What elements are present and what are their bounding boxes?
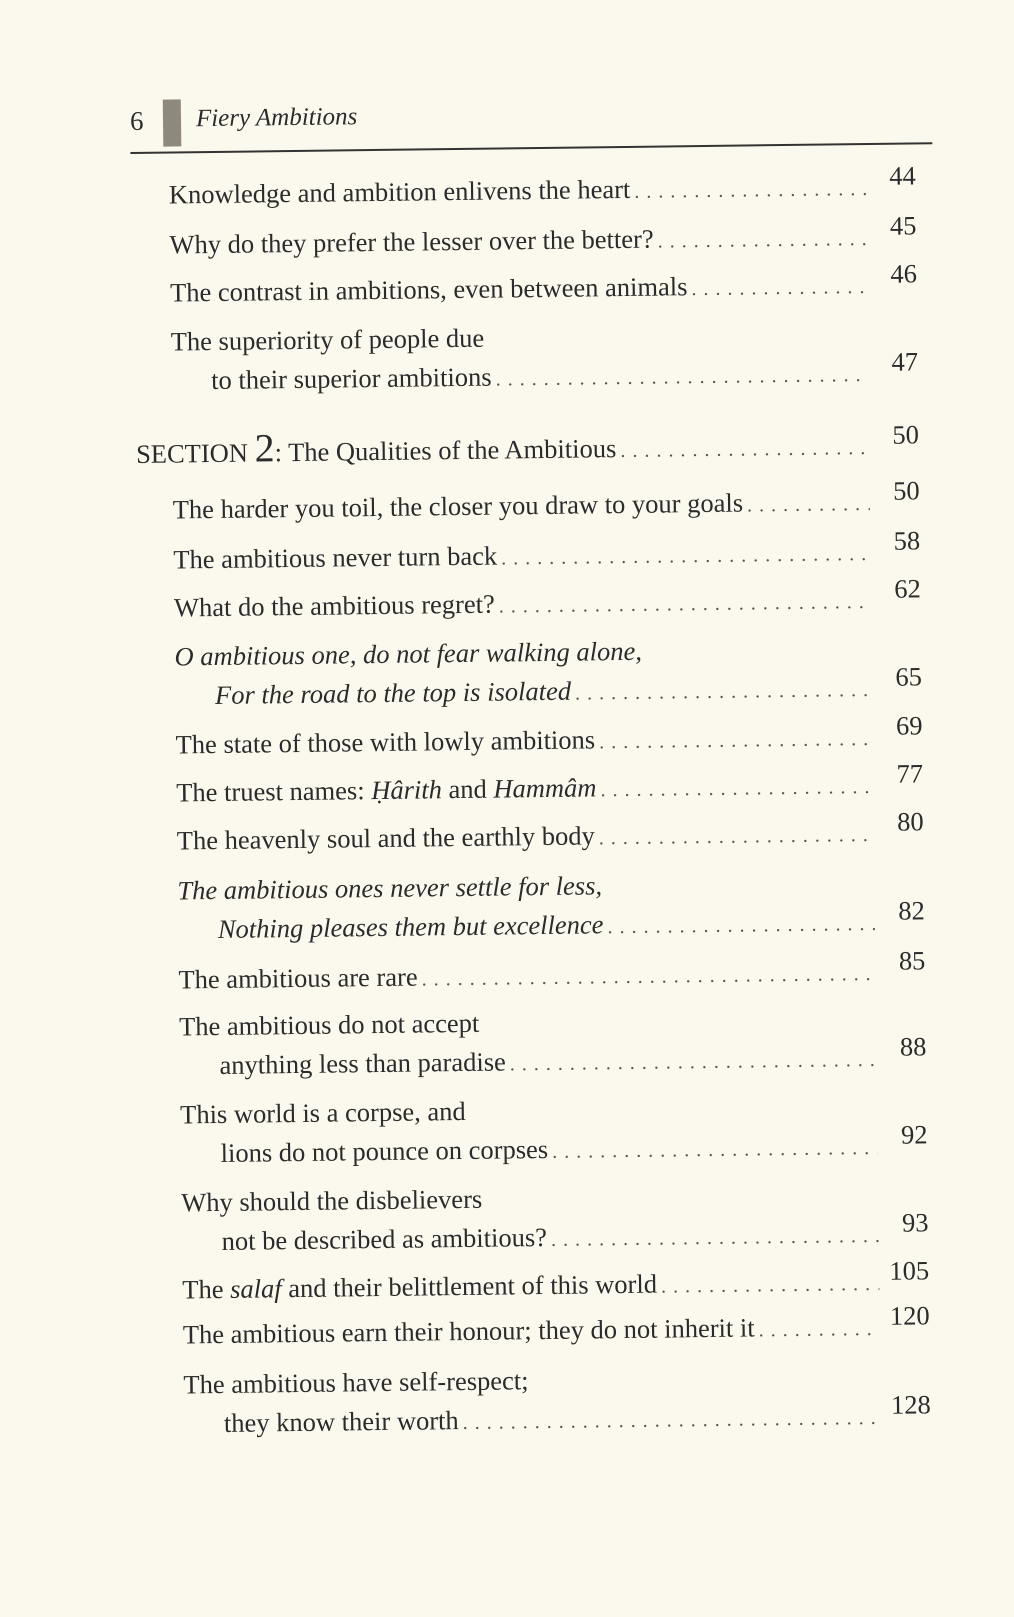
toc-entry-line	[176, 806, 924, 863]
toc-entry-line	[173, 525, 921, 582]
title-text: The ambitious are rare	[178, 961, 418, 995]
toc-entry-title	[220, 1130, 548, 1173]
dot-leader	[552, 1129, 878, 1172]
title-text: The ambitious ones never settle for less,	[177, 870, 603, 906]
dot-leader	[599, 816, 874, 858]
dot-leader	[600, 768, 873, 810]
toc-entry	[173, 573, 921, 630]
dot-leader	[499, 583, 872, 627]
title-text: The contrast in ambitions, even between animals	[169, 271, 688, 308]
title-text: The state of those with lowly ambitions	[175, 724, 596, 760]
title-text: The	[182, 1273, 231, 1305]
dot-leader	[599, 720, 873, 762]
toc-entry-title	[221, 1218, 547, 1261]
title-text: and their belittlement of this world	[281, 1268, 658, 1304]
running-title: Fiery Ambitions	[195, 103, 358, 133]
toc-entry	[179, 998, 927, 1088]
dot-leader	[607, 905, 875, 947]
toc-entry-line	[169, 210, 917, 267]
dot-leader	[510, 1041, 877, 1084]
toc-entry	[174, 628, 922, 718]
dot-leader	[495, 356, 868, 400]
title-text: The ambitious earn their honour; they do not inherit it	[182, 1312, 755, 1350]
dot-leader	[661, 1265, 880, 1307]
toc-page-number: 92	[900, 1119, 928, 1150]
toc-page-number: 85	[898, 945, 926, 976]
toc-entry	[176, 806, 924, 863]
toc-entry-title	[183, 1308, 755, 1354]
toc-page-number: 50	[892, 475, 920, 506]
title-text: Knowledge and ambition enlivens the heart	[168, 173, 631, 210]
title-text: SECTION	[135, 437, 255, 469]
toc-entry-title	[174, 632, 642, 677]
toc-page-number: 65	[895, 661, 923, 692]
toc-entry-title	[219, 1042, 506, 1084]
title-text: not be described as ambitious?	[221, 1221, 548, 1256]
toc-entry-title	[218, 905, 604, 949]
toc-entry-title	[178, 958, 418, 1000]
title-text: The harder you toil, the closer you draw to your goals	[172, 487, 744, 525]
toc-page-number: 69	[895, 710, 923, 741]
toc-entry	[176, 758, 924, 815]
toc-entry	[170, 313, 918, 403]
toc-entry	[183, 1356, 931, 1446]
toc-entry-line	[173, 573, 921, 630]
toc-entry	[172, 475, 920, 532]
toc-entry	[168, 160, 916, 217]
toc-entry-line	[169, 258, 918, 315]
title-text: The heavenly soul and the earthly body	[176, 820, 595, 856]
dot-leader	[691, 268, 867, 309]
toc-entry-title	[176, 768, 597, 812]
toc-entry-title	[224, 1401, 459, 1443]
title-text: The ambitious do not accept	[178, 1007, 480, 1042]
title-text: For the road to the top is isolated	[214, 675, 572, 711]
title-text: The superiority of people due	[170, 322, 485, 357]
toc-entry-line	[175, 710, 923, 767]
dot-leader	[575, 671, 872, 714]
dot-leader	[657, 220, 866, 262]
toc-entry-title	[174, 585, 495, 628]
toc-entry-line	[175, 661, 923, 718]
toc-entry-line	[178, 945, 926, 1002]
dot-leader	[462, 1399, 881, 1443]
title-text: The truest names:	[176, 775, 372, 808]
dot-leader	[620, 429, 869, 471]
title-text: salaf	[229, 1273, 282, 1304]
toc-entry-title	[169, 170, 631, 215]
page-number: 6	[129, 105, 144, 136]
toc-entry	[169, 258, 918, 315]
toc-section-heading	[136, 420, 920, 477]
title-text: This world is a corpse, and	[179, 1095, 466, 1130]
toc-entry-title	[211, 358, 492, 400]
toc-entry-title	[180, 1092, 466, 1134]
toc-entry-title	[183, 1361, 529, 1404]
toc-entry-title	[179, 1004, 480, 1047]
toc-entry-line	[180, 1119, 928, 1176]
toc-entry-title	[173, 484, 744, 530]
toc-entry-title	[177, 816, 595, 860]
title-text: and	[441, 773, 494, 805]
title-text: Hammâm	[493, 772, 597, 804]
toc-page-number: 62	[894, 573, 921, 604]
title-text: What do the ambitious regret?	[173, 588, 495, 623]
toc-entry-title	[177, 866, 602, 910]
toc-entry-line	[178, 895, 925, 952]
toc-entry-line	[168, 160, 916, 217]
toc-page-number: 93	[901, 1207, 929, 1238]
title-text: O ambitious one, do not fear walking alone,	[174, 635, 643, 672]
toc-entry-title	[173, 537, 497, 580]
toc-entry-title	[170, 319, 484, 362]
toc-page-number: 105	[889, 1255, 930, 1286]
title-text: they know their worth	[223, 1405, 459, 1438]
toc-entry	[177, 862, 925, 952]
toc-entry-line	[172, 475, 920, 532]
toc-entry-line	[176, 758, 924, 815]
toc-page-number: 77	[896, 758, 924, 789]
toc-entry-line	[181, 1207, 929, 1264]
header-decorative-bar	[163, 99, 182, 146]
toc-page-number: 82	[898, 895, 925, 926]
title-text: 2	[254, 425, 275, 471]
toc-entry-line	[179, 1031, 927, 1088]
dot-leader	[421, 955, 875, 1000]
title-text: The ambitious have self-respect;	[183, 1365, 529, 1400]
dot-leader	[747, 485, 870, 525]
title-text: Ḥârith	[371, 774, 443, 806]
toc-entry-title	[181, 1180, 482, 1223]
toc-entry-line	[171, 346, 919, 403]
toc-entry-title	[215, 672, 571, 715]
title-text: anything less than paradise	[219, 1046, 506, 1080]
title-text: lions do not pounce on corpses	[220, 1133, 549, 1168]
dot-leader	[634, 170, 866, 212]
toc-page-number: 88	[899, 1031, 927, 1062]
toc-entry-line	[182, 1255, 930, 1312]
toc-entry	[175, 710, 923, 767]
toc-entry	[173, 525, 921, 582]
toc-entry-line	[136, 420, 920, 477]
toc-entry-title	[170, 267, 688, 312]
dot-leader	[758, 1310, 880, 1350]
title-text: to their superior ambitions	[210, 361, 492, 396]
toc-entry-title	[182, 1265, 657, 1310]
toc-page-number: 120	[889, 1300, 930, 1331]
toc-entry	[169, 210, 917, 267]
title-text: Nothing pleases them but excellence	[217, 909, 604, 944]
toc-page-number: 58	[893, 525, 921, 556]
title-text: Why should the disbelievers	[181, 1183, 483, 1218]
toc-entry	[180, 1086, 928, 1176]
header-rule	[130, 142, 932, 153]
toc-page-number: 46	[890, 258, 918, 289]
toc-page-number: 47	[891, 346, 919, 377]
toc-page-number: 128	[890, 1389, 931, 1420]
toc-entry-title	[175, 720, 595, 764]
toc-entry-line	[182, 1300, 930, 1357]
dot-leader	[551, 1217, 879, 1260]
toc-page-number: 45	[889, 210, 917, 241]
toc-page-number: 50	[892, 419, 920, 450]
toc-entry-title	[136, 424, 617, 474]
toc-entry	[182, 1255, 930, 1312]
title-text: Why do they prefer the lesser over the better?	[169, 223, 654, 260]
title-text: The ambitious never turn back	[173, 540, 498, 575]
title-text: : The Qualities of the Ambitious	[274, 433, 617, 468]
toc-entry	[182, 1300, 930, 1357]
toc-page-number: 80	[896, 806, 924, 837]
toc-page-number: 44	[889, 160, 916, 191]
dot-leader	[501, 535, 871, 579]
toc-entry	[178, 945, 926, 1002]
toc-entry	[181, 1174, 929, 1264]
toc-entry-title	[169, 220, 654, 265]
toc-entry-line	[184, 1389, 931, 1446]
